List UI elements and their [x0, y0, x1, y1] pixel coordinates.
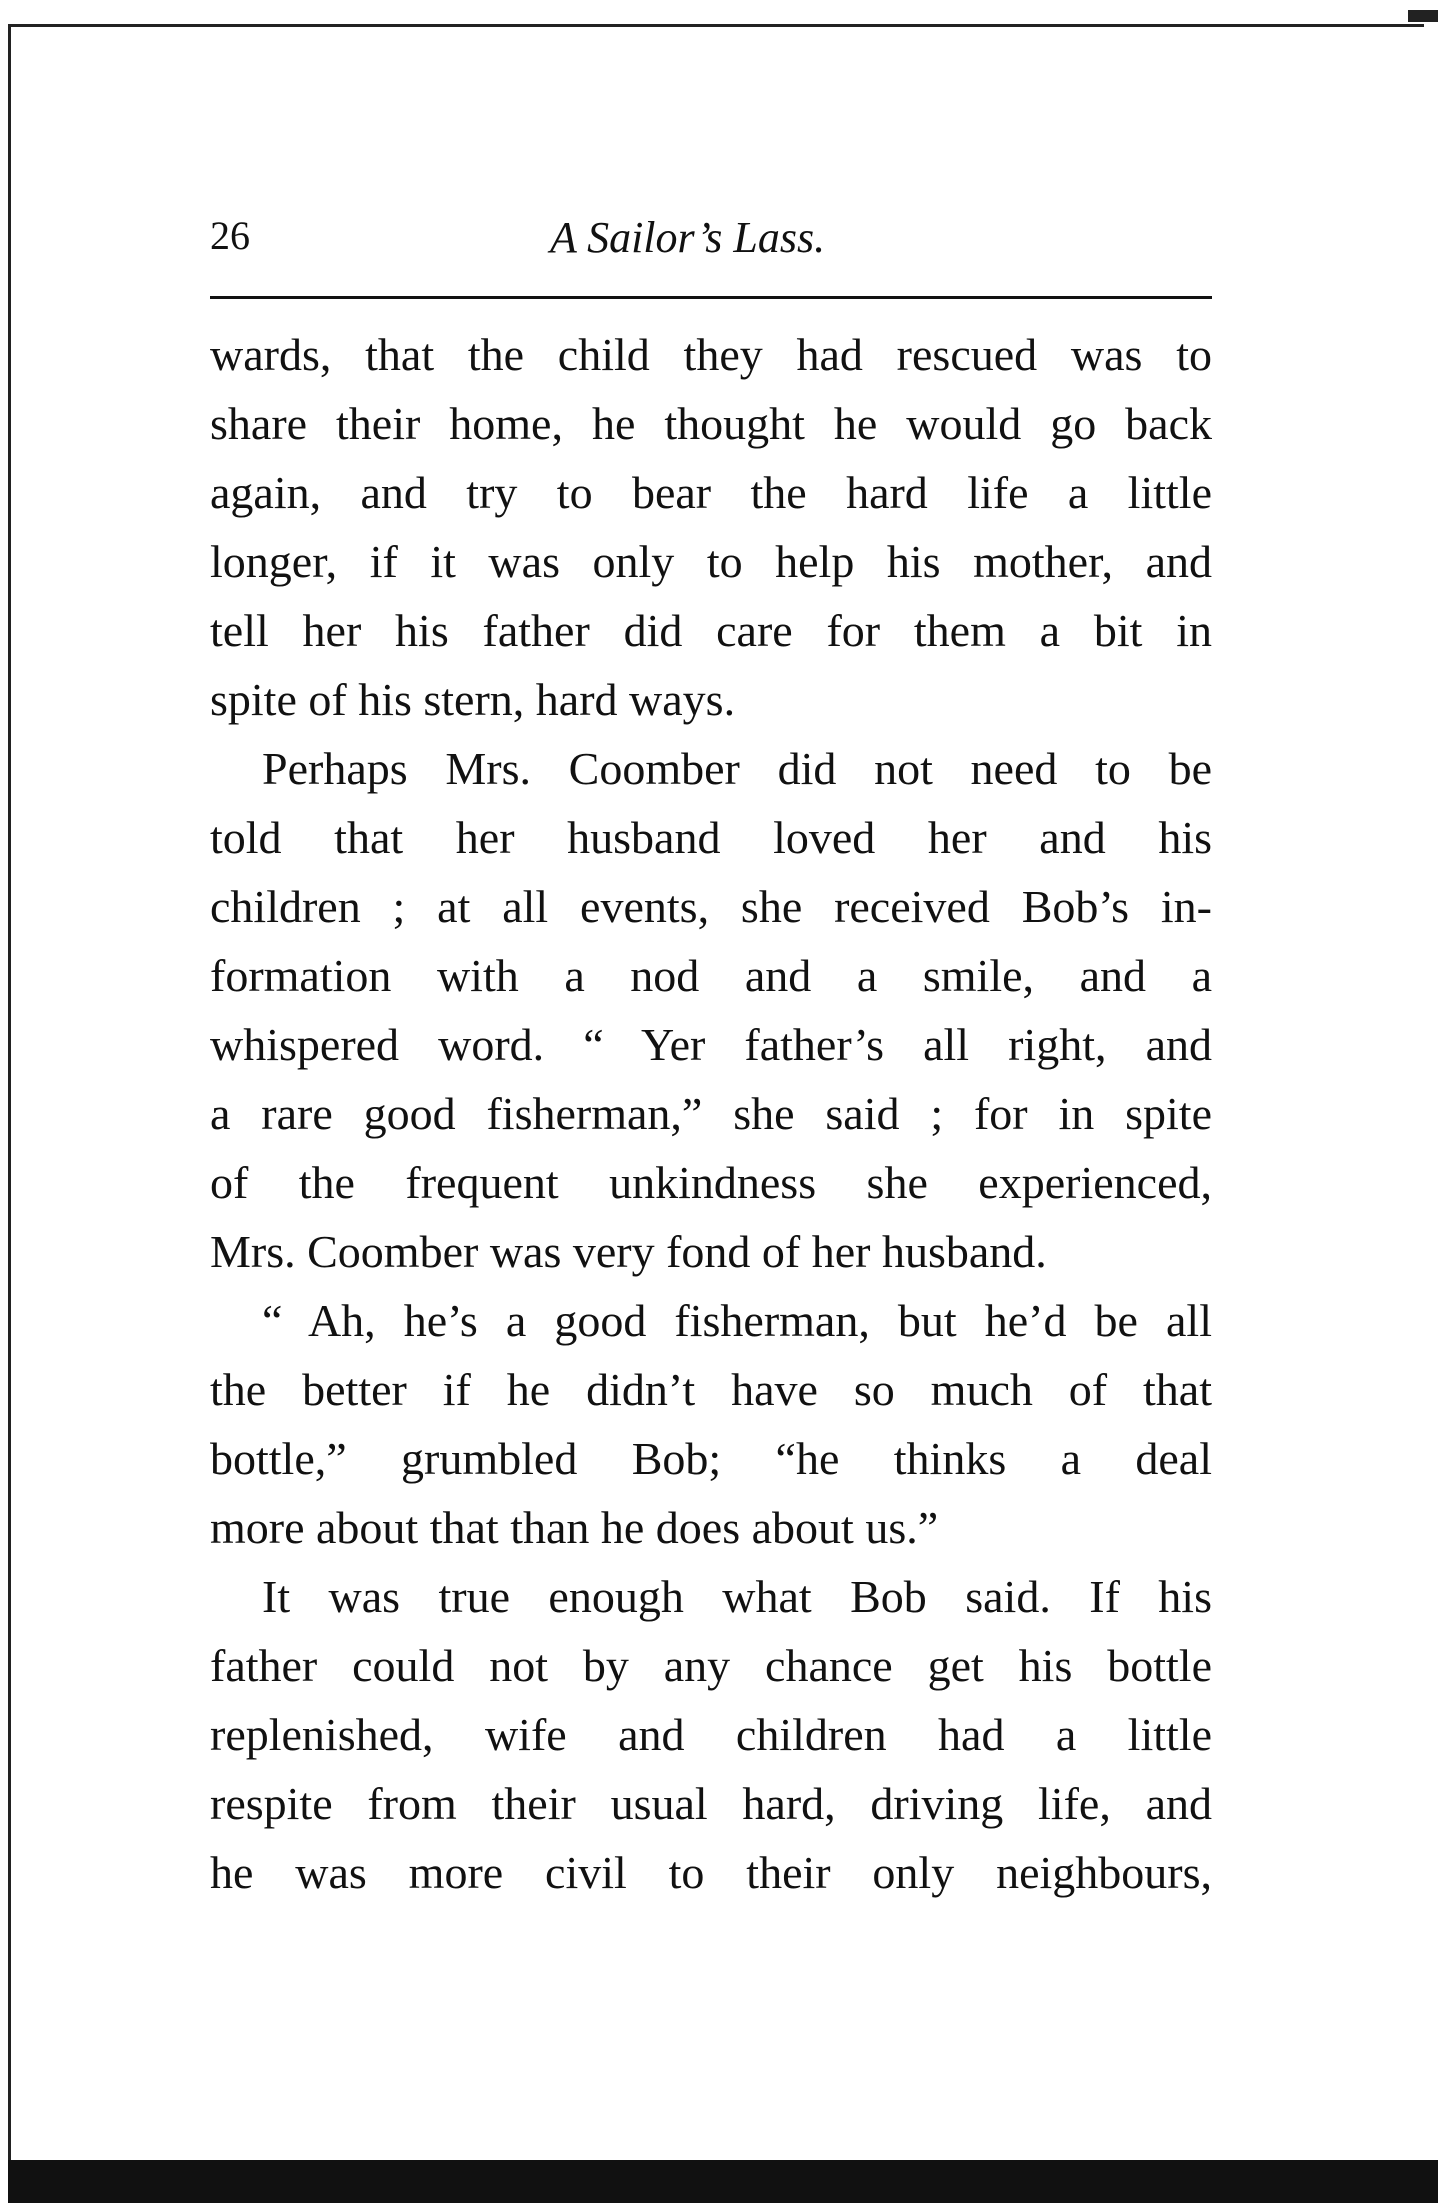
body-text	[210, 320, 1212, 1907]
text-line: of the frequent unkindness she experienced,	[210, 1157, 1212, 1208]
text-line: whispered word. “ Yer father’s all right, and	[210, 1019, 1212, 1070]
text-line: spite of his stern, hard ways.	[210, 674, 736, 725]
text-line: replenished, wife and children had a little	[210, 1709, 1212, 1760]
text-line: respite from their usual hard, driving life, and	[210, 1778, 1212, 1829]
page-border-left	[8, 24, 11, 2184]
text-line: more about that than he does about us.”	[210, 1502, 939, 1553]
page-corner-mark	[1408, 10, 1438, 22]
text-line: a rare good fisherman,” she said ; for in spite	[210, 1088, 1212, 1139]
text-line: again, and try to bear the hard life a little	[210, 467, 1212, 518]
text-line: father could not by any chance get his bottle	[210, 1640, 1212, 1691]
text-line: told that her husband loved her and his	[210, 812, 1212, 863]
header-rule	[210, 296, 1212, 299]
text-line: tell her his father did care for them a bit in	[210, 605, 1212, 656]
text-line: Mrs. Coomber was very fond of her husband.	[210, 1226, 1047, 1277]
page-border-top	[8, 24, 1424, 27]
text-line: bottle,” grumbled Bob; “he thinks a deal	[210, 1433, 1212, 1484]
text-line: It was true enough what Bob said. If his	[262, 1571, 1212, 1622]
text-line: share their home, he thought he would go back	[210, 398, 1212, 449]
book-title: A Sailor’s Lass.	[550, 213, 826, 262]
page-number: 26	[210, 213, 250, 258]
text-line: “ Ah, he’s a good fisherman, but he’d be all	[262, 1295, 1212, 1346]
text-line: formation with a nod and a smile, and a	[210, 950, 1212, 1001]
text-line: the better if he didn’t have so much of that	[210, 1364, 1212, 1415]
text-line: wards, that the child they had rescued was to	[210, 329, 1212, 380]
text-line: Perhaps Mrs. Coomber did not need to be	[262, 743, 1212, 794]
text-line: longer, if it was only to help his mother, and	[210, 536, 1212, 587]
page-bottom-edge	[8, 2160, 1438, 2203]
text-line: children ; at all events, she received Bob’s in-	[210, 881, 1212, 932]
running-head	[210, 212, 1210, 272]
text-line: he was more civil to their only neighbours,	[210, 1847, 1212, 1898]
